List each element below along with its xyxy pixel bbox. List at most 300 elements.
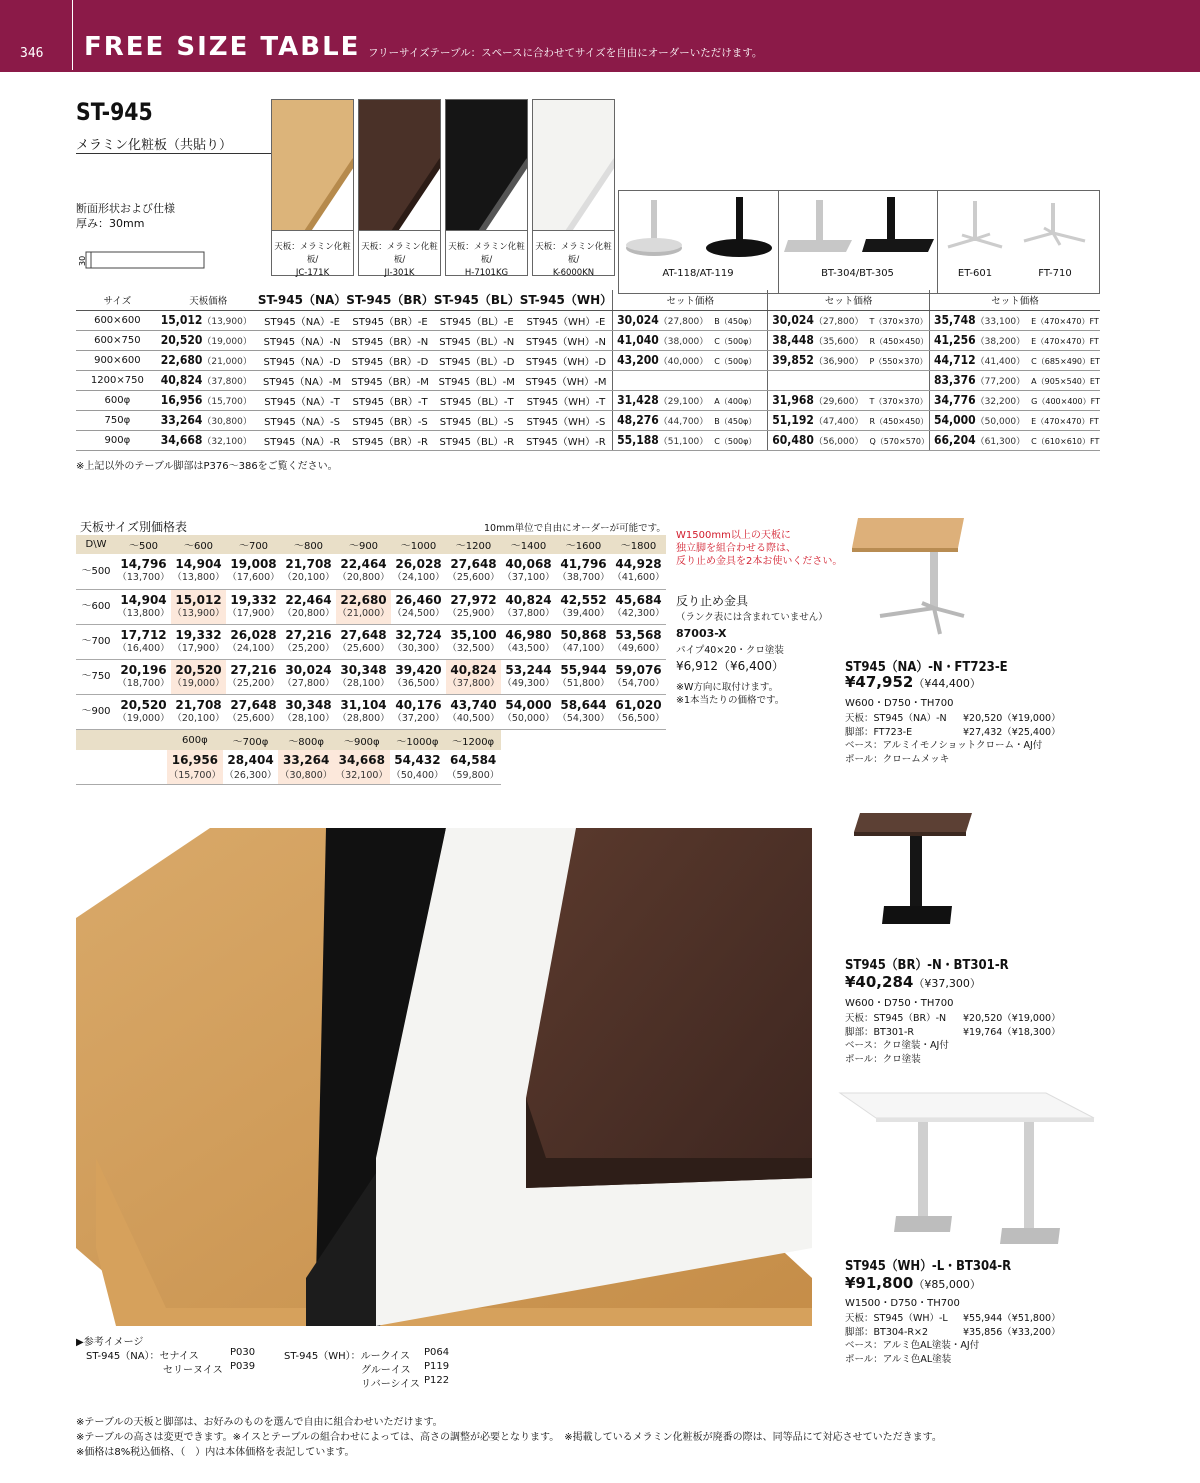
size-price: 44,928	[615, 557, 662, 572]
size-price: 40,176	[395, 697, 442, 712]
spec-label: ベース：アルミイモノショットクローム・AJ付	[845, 740, 1043, 751]
size-cell	[391, 589, 446, 624]
set-price-at	[613, 430, 768, 450]
set-price: 35,748	[934, 313, 976, 327]
size-cell	[226, 554, 281, 589]
size-cell	[116, 694, 171, 729]
edge-dim-label: 30	[78, 255, 87, 266]
code-br: ST945（BR）-S	[346, 410, 433, 430]
size-row-label: ～750	[76, 659, 116, 694]
set-price-ex: （38,200）	[975, 337, 1026, 347]
size-price-ex: （37,100）	[502, 572, 555, 584]
reference-page: P030	[230, 1347, 256, 1358]
header-top-price: 天板価格	[159, 290, 258, 310]
size-price: 53,244	[505, 662, 552, 677]
leg-code: R（450×450）	[869, 337, 929, 346]
set-price: 43,200	[617, 353, 659, 367]
price-ex: （13,900）	[202, 317, 252, 327]
size-price-ex: （20,800）	[337, 572, 390, 584]
spec-value: ¥35,856（¥33,200）	[963, 1326, 1061, 1338]
footer-note: ※価格は8%税込価格、（ ）内は本体価格を表記しています。	[76, 1447, 355, 1458]
size-cell	[446, 624, 501, 659]
size-price-ex: （25,600）	[447, 572, 500, 584]
size-cell	[171, 624, 226, 659]
price-ex: （21,000）	[202, 357, 252, 367]
size-cell	[501, 554, 556, 589]
top-price-cell	[159, 390, 258, 410]
leg-code: C（500φ）	[714, 437, 757, 446]
set-price-bt	[768, 330, 930, 350]
size-price: 17,712	[120, 627, 167, 642]
set-price-at	[613, 310, 768, 330]
set-price-at	[613, 390, 768, 410]
spec-value: ¥20,520（¥19,000）	[963, 713, 1061, 724]
round-cell	[223, 750, 279, 784]
size-cell	[556, 659, 611, 694]
size-cell: 900φ	[76, 430, 159, 450]
size-price: 20,520	[120, 697, 167, 712]
size-price-ex: （17,900）	[172, 642, 225, 654]
swatch-caption-wh: 天板：メラミン化粧板/ K-6000KN	[532, 231, 615, 276]
size-price-ex: （24,500）	[392, 607, 445, 619]
size-cell	[556, 554, 611, 589]
reference-item: ST-945（WH）：ルークイス	[284, 1351, 411, 1362]
round-price: 28,404	[227, 752, 274, 767]
bracket-title: 反り止め金具	[676, 594, 749, 608]
set-price-ex: （38,000）	[658, 337, 709, 347]
size-price: 41,796	[560, 557, 607, 572]
spec-label: ポール：アルミ色AL塗装	[845, 1353, 952, 1365]
size-cell	[226, 589, 281, 624]
size-price: 26,460	[395, 592, 442, 607]
size-cell	[281, 589, 336, 624]
swatch-caption-na: 天板：メラミン化粧板/ JC-171K	[271, 231, 354, 276]
spec-thickness: 厚み：30mm	[76, 217, 145, 230]
set-price-at	[613, 370, 768, 390]
set-price-bt	[768, 370, 930, 390]
reference-page: P119	[424, 1361, 450, 1372]
size-cell	[336, 624, 391, 659]
size-cell: 900×600	[76, 350, 159, 370]
leg-label-bt: BT-304/BT-305	[821, 268, 894, 279]
size-price-ex: （13,800）	[172, 572, 225, 584]
reference-item: リバーシイス	[361, 1379, 420, 1390]
price-ex: （19,000）	[202, 337, 252, 347]
size-table-corner: D\W	[76, 535, 116, 554]
header-bl: ST-945（BL）	[434, 290, 520, 310]
header-set-et: セット価格	[930, 290, 1101, 310]
size-price: 27,216	[285, 627, 332, 642]
leg-code: R（450×450）	[869, 417, 929, 426]
page-number: 346	[20, 46, 44, 61]
model-name: ST-945	[76, 98, 153, 126]
size-price-ex: （24,100）	[392, 572, 445, 584]
size-price-ex: （37,200）	[392, 712, 445, 724]
header-br: ST-945（BR）	[346, 290, 433, 310]
spec-heading: 断面形状および仕様	[76, 202, 175, 215]
size-price-ex: （18,700）	[117, 677, 170, 689]
size-cell	[391, 659, 446, 694]
product-1-dims: W600・D750・TH700	[845, 698, 954, 709]
top-price-cell	[159, 310, 258, 330]
spec-line	[845, 712, 1075, 726]
header-set-bt: セット価格	[768, 290, 930, 310]
size-cell	[556, 694, 611, 729]
size-price: 50,868	[560, 627, 607, 642]
size-cell	[611, 554, 666, 589]
set-price-bt	[768, 310, 930, 330]
size-price-table	[76, 535, 666, 730]
code-wh: ST945（WH）-R	[520, 430, 613, 450]
size-price: 21,708	[175, 697, 222, 712]
price: 22,680	[160, 353, 203, 367]
leg-code: A（905×540）ET	[1031, 377, 1100, 386]
set-price: 31,428	[617, 393, 659, 407]
size-price-ex: （17,600）	[227, 572, 280, 584]
size-cell	[171, 659, 226, 694]
round-price: 54,432	[394, 752, 441, 767]
code-bl: ST945（BL）-N	[434, 330, 520, 350]
size-price-ex: （30,300）	[392, 642, 445, 654]
size-price: 32,724	[395, 627, 442, 642]
size-row-label: ～600	[76, 589, 116, 624]
size-price: 14,904	[120, 592, 167, 607]
code-br: ST945（BR）-R	[346, 430, 433, 450]
spec-line	[845, 1053, 1075, 1067]
price-ex: （30,800）	[202, 417, 252, 427]
size-row	[76, 694, 666, 729]
spec-line	[845, 726, 1075, 740]
reference-item: ST-945（NA）：セナイス	[86, 1351, 199, 1362]
size-cell	[501, 589, 556, 624]
spec-label: 脚部：FT723-E	[845, 726, 913, 738]
product-2-price: ¥40,284（¥37,300）	[845, 973, 981, 991]
spec-label: ベース：クロ塗装・AJ付	[845, 1040, 949, 1051]
page-title: FREE SIZE TABLE	[84, 32, 361, 62]
size-cell	[336, 589, 391, 624]
size-price: 14,904	[175, 557, 222, 572]
round-cell	[334, 750, 390, 784]
size-price: 19,332	[175, 627, 222, 642]
size-price-ex: （28,100）	[282, 712, 335, 724]
product-3-name: ST945（WH）-L・BT304-R	[845, 1259, 1012, 1274]
set-price-ex: （44,700）	[658, 417, 709, 427]
leg-code: E（470×470）FT	[1031, 417, 1099, 426]
spec-label: ポール：クロ塗装	[845, 1053, 921, 1065]
price: 20,520	[160, 333, 203, 347]
size-cell	[226, 624, 281, 659]
reference-page: P122	[424, 1375, 450, 1386]
set-price-ex: （41,400）	[975, 357, 1026, 367]
round-price-ex: （32,100）	[335, 769, 388, 781]
model-material: メラミン化粧板（共貼り）	[76, 138, 233, 153]
size-price: 40,824	[505, 592, 552, 607]
product-2-image	[852, 808, 977, 936]
price-row	[76, 310, 1100, 330]
price: 16,956	[160, 393, 203, 407]
set-price-ex: （33,100）	[975, 317, 1026, 327]
size-price-ex: （13,700）	[117, 572, 170, 584]
header-wh: ST-945（WH）	[520, 290, 613, 310]
code-br: ST945（BR）-M	[346, 370, 433, 390]
size-price-ex: （25,900）	[447, 607, 500, 619]
size-price: 30,348	[285, 697, 332, 712]
size-price-ex: （19,000）	[172, 677, 225, 689]
bracket-subtitle: （ランク表には含まれていません）	[676, 612, 828, 623]
leg-code: C（500φ）	[714, 337, 757, 346]
size-price: 14,796	[120, 557, 167, 572]
code-wh: ST945（WH）-N	[520, 330, 613, 350]
size-price-ex: （20,100）	[282, 572, 335, 584]
size-price: 22,464	[285, 592, 332, 607]
size-price: 22,464	[340, 557, 387, 572]
footer-note: ※テーブルの天板と脚部は、お好みのものを選んで自由に組合わせいただけます。	[76, 1417, 443, 1428]
leg-code: C（685×490）ET	[1031, 357, 1100, 366]
product-2-spec	[845, 1012, 1075, 1066]
leg-divider	[937, 190, 938, 294]
set-price-et	[930, 330, 1101, 350]
set-price-ex: （35,600）	[813, 337, 864, 347]
size-price-ex: （24,100）	[227, 642, 280, 654]
code-br: ST945（BR）-E	[346, 310, 433, 330]
set-price: 44,712	[934, 353, 976, 367]
size-cell: 600×600	[76, 310, 159, 330]
set-price-bt	[768, 350, 930, 370]
code-br: ST945（BR）-D	[346, 350, 433, 370]
bracket-note-1: ※W方向に取付けます。	[676, 682, 779, 693]
set-price-ex: （27,800）	[658, 317, 709, 327]
price: 33,264	[160, 413, 203, 427]
code-na: ST945（NA）-N	[258, 330, 346, 350]
size-price-ex: （50,000）	[502, 712, 555, 724]
set-price: 55,188	[617, 433, 659, 447]
leg-code: E（470×470）FT	[1031, 317, 1099, 326]
product-2-name: ST945（BR）-N・BT301-R	[845, 958, 1009, 973]
size-cell	[116, 589, 171, 624]
set-price-et	[930, 390, 1101, 410]
header-na: ST-945（NA）	[258, 290, 346, 310]
footer-note: ※テーブルの高さは変更できます。※イスとテーブルの組合わせによっては、高さの調整が必要となります。 ※掲載しているメラミン化粧板が廃番の際は、同等品にて対応させていただきます。	[76, 1432, 942, 1443]
set-price-bt	[768, 430, 930, 450]
leg-label-ft: FT-710	[1038, 268, 1072, 279]
size-price: 20,520	[175, 662, 222, 677]
swatch-wh	[532, 99, 615, 231]
code-na: ST945（NA）-E	[258, 310, 346, 330]
set-price: 60,480	[772, 433, 814, 447]
size-row	[76, 659, 666, 694]
size-cell: 600φ	[76, 390, 159, 410]
size-price-ex: （32,500）	[447, 642, 500, 654]
size-price-ex: （20,100）	[172, 712, 225, 724]
round-price-ex: （30,800）	[280, 769, 333, 781]
spec-line	[845, 739, 1075, 753]
set-price: 39,852	[772, 353, 814, 367]
round-price-ex: （15,700）	[168, 769, 221, 781]
round-table-row	[76, 750, 501, 784]
size-price: 15,012	[175, 592, 222, 607]
size-cell: 750φ	[76, 410, 159, 430]
leg-label-et: ET-601	[957, 268, 993, 279]
code-bl: ST945（BL）-D	[434, 350, 520, 370]
size-price: 30,348	[340, 662, 387, 677]
set-price: 41,040	[617, 333, 659, 347]
size-price: 43,740	[450, 697, 497, 712]
size-price: 39,420	[395, 662, 442, 677]
size-cell	[391, 554, 446, 589]
reference-page: P039	[230, 1361, 256, 1372]
leg-code: C（500φ）	[714, 357, 757, 366]
size-price-ex: （16,400）	[117, 642, 170, 654]
set-price-ex: （47,400）	[813, 417, 864, 427]
product-3-spec	[845, 1312, 1075, 1366]
spec-label: 天板：ST945（WH）-L	[845, 1313, 948, 1324]
code-na: ST945（NA）-M	[258, 370, 346, 390]
price-table	[76, 290, 1100, 451]
model-underline	[76, 153, 272, 154]
set-price-bt	[768, 410, 930, 430]
spec-value: ¥55,944（¥51,800）	[963, 1313, 1061, 1324]
set-price-ex: （51,100）	[658, 437, 709, 447]
code-bl: ST945（BL）-T	[434, 390, 520, 410]
reference-page: P064	[424, 1347, 450, 1358]
size-price-ex: （20,800）	[282, 607, 335, 619]
code-bl: ST945（BL）-S	[434, 410, 520, 430]
code-na: ST945（NA）-T	[258, 390, 346, 410]
size-price-ex: （40,500）	[447, 712, 500, 724]
size-price-ex: （28,100）	[337, 677, 390, 689]
price-row	[76, 430, 1100, 450]
product-1-spec	[845, 712, 1075, 766]
code-wh: ST945（WH）-E	[520, 310, 613, 330]
size-price: 27,648	[230, 697, 277, 712]
swatch-caption-bl: 天板：メラミン化粧板/ H-7101KG	[445, 231, 528, 276]
price: 40,824	[160, 373, 203, 387]
code-br: ST945（BR）-T	[346, 390, 433, 410]
size-price: 54,000	[505, 697, 552, 712]
set-price: 38,448	[772, 333, 814, 347]
top-price-cell	[159, 350, 258, 370]
leg-et-ft-illustration	[940, 195, 1098, 265]
round-price: 16,956	[171, 752, 219, 767]
size-cell	[501, 624, 556, 659]
reference-item: グルーイス	[361, 1365, 411, 1376]
round-cell	[167, 750, 223, 784]
price-ex: （15,700）	[202, 397, 252, 407]
leg-code: G（400×400）FT	[1031, 397, 1100, 406]
set-price-at	[613, 330, 768, 350]
size-price-ex: （56,500）	[612, 712, 665, 724]
code-wh: ST945（WH）-T	[520, 390, 613, 410]
top-price-cell	[159, 410, 258, 430]
size-cell	[336, 554, 391, 589]
size-price: 21,708	[285, 557, 332, 572]
header-size: サイズ	[76, 290, 159, 310]
edge-profile-diagram	[76, 248, 206, 272]
spec-label: 天板：ST945（NA）-N	[845, 713, 947, 724]
code-na: ST945（NA）-R	[258, 430, 346, 450]
spec-line	[845, 1312, 1075, 1326]
price-ex: （32,100）	[202, 437, 252, 447]
round-price-ex: （26,300）	[224, 769, 277, 781]
code-wh: ST945（WH）-S	[520, 410, 613, 430]
spec-label: 脚部：BT301-R	[845, 1026, 914, 1038]
size-price-ex: （13,800）	[117, 607, 170, 619]
bracket-desc: パイプ40×20・クロ塗装	[676, 645, 784, 656]
set-price-ex: （29,100）	[658, 397, 709, 407]
set-price: 51,192	[772, 413, 814, 427]
product-3-dims: W1500・D750・TH700	[845, 1298, 960, 1309]
round-price: 64,584	[449, 752, 497, 767]
product-1-price: ¥47,952（¥44,400）	[845, 673, 981, 691]
size-cell	[116, 554, 171, 589]
size-cell	[226, 659, 281, 694]
leg-code: T（370×370）	[869, 397, 928, 406]
size-price-ex: （25,200）	[282, 642, 335, 654]
size-price-ex: （39,400）	[557, 607, 610, 619]
size-row-label: ～900	[76, 694, 116, 729]
set-price-ex: （27,800）	[813, 317, 864, 327]
set-price: 48,276	[617, 413, 659, 427]
warning-note: W1500mm以上の天板に 独立脚を組合わせる際は、 反り止め金具を2本お使いください。	[676, 530, 843, 567]
leg-code: B（450φ）	[714, 317, 757, 326]
size-price: 42,552	[560, 592, 607, 607]
price-row	[76, 390, 1100, 410]
size-cell	[446, 659, 501, 694]
size-cell: 600×750	[76, 330, 159, 350]
spec-line	[845, 1339, 1075, 1353]
set-price-ex: （77,200）	[975, 377, 1026, 387]
spec-line	[845, 1039, 1075, 1053]
set-price-et	[930, 350, 1101, 370]
set-price-ex: （32,200）	[975, 397, 1026, 407]
size-cell	[611, 624, 666, 659]
price-row	[76, 330, 1100, 350]
leg-code: Q（570×570）	[869, 437, 929, 446]
size-price-ex: （27,800）	[282, 677, 335, 689]
footer-notes	[76, 1415, 942, 1460]
size-price: 45,684	[615, 592, 662, 607]
size-cell	[556, 589, 611, 624]
size-cell	[281, 659, 336, 694]
spec-value: ¥19,764（¥18,300）	[963, 1026, 1061, 1038]
header-divider	[72, 0, 73, 70]
set-price: 41,256	[934, 333, 976, 347]
size-price: 27,648	[340, 627, 387, 642]
set-price: 54,000	[934, 413, 976, 427]
round-cell	[278, 750, 334, 784]
price-table-note: ※上記以外のテーブル脚部はP376～386をご覧ください。	[76, 461, 338, 472]
reference-title: ▶参考イメージ	[76, 1337, 144, 1348]
spec-line	[845, 1326, 1075, 1340]
product-3-image	[832, 1088, 1096, 1248]
size-row	[76, 554, 666, 589]
size-cell	[391, 624, 446, 659]
round-cell	[390, 750, 446, 784]
size-price: 58,644	[560, 697, 607, 712]
size-price-ex: （13,900）	[172, 607, 225, 619]
spec-value: ¥27,432（¥25,400）	[963, 726, 1061, 738]
size-price: 22,680	[340, 592, 387, 607]
size-price: 61,020	[615, 697, 662, 712]
size-price-ex: （49,300）	[502, 677, 555, 689]
set-price-et	[930, 430, 1101, 450]
bracket-note-2: ※1本当たりの価格です。	[676, 695, 785, 706]
size-cell	[281, 624, 336, 659]
price: 34,668	[160, 433, 203, 447]
product-1-name: ST945（NA）-N・FT723-E	[845, 660, 1008, 675]
price-row	[76, 370, 1100, 390]
set-price-ex: （36,900）	[813, 357, 864, 367]
